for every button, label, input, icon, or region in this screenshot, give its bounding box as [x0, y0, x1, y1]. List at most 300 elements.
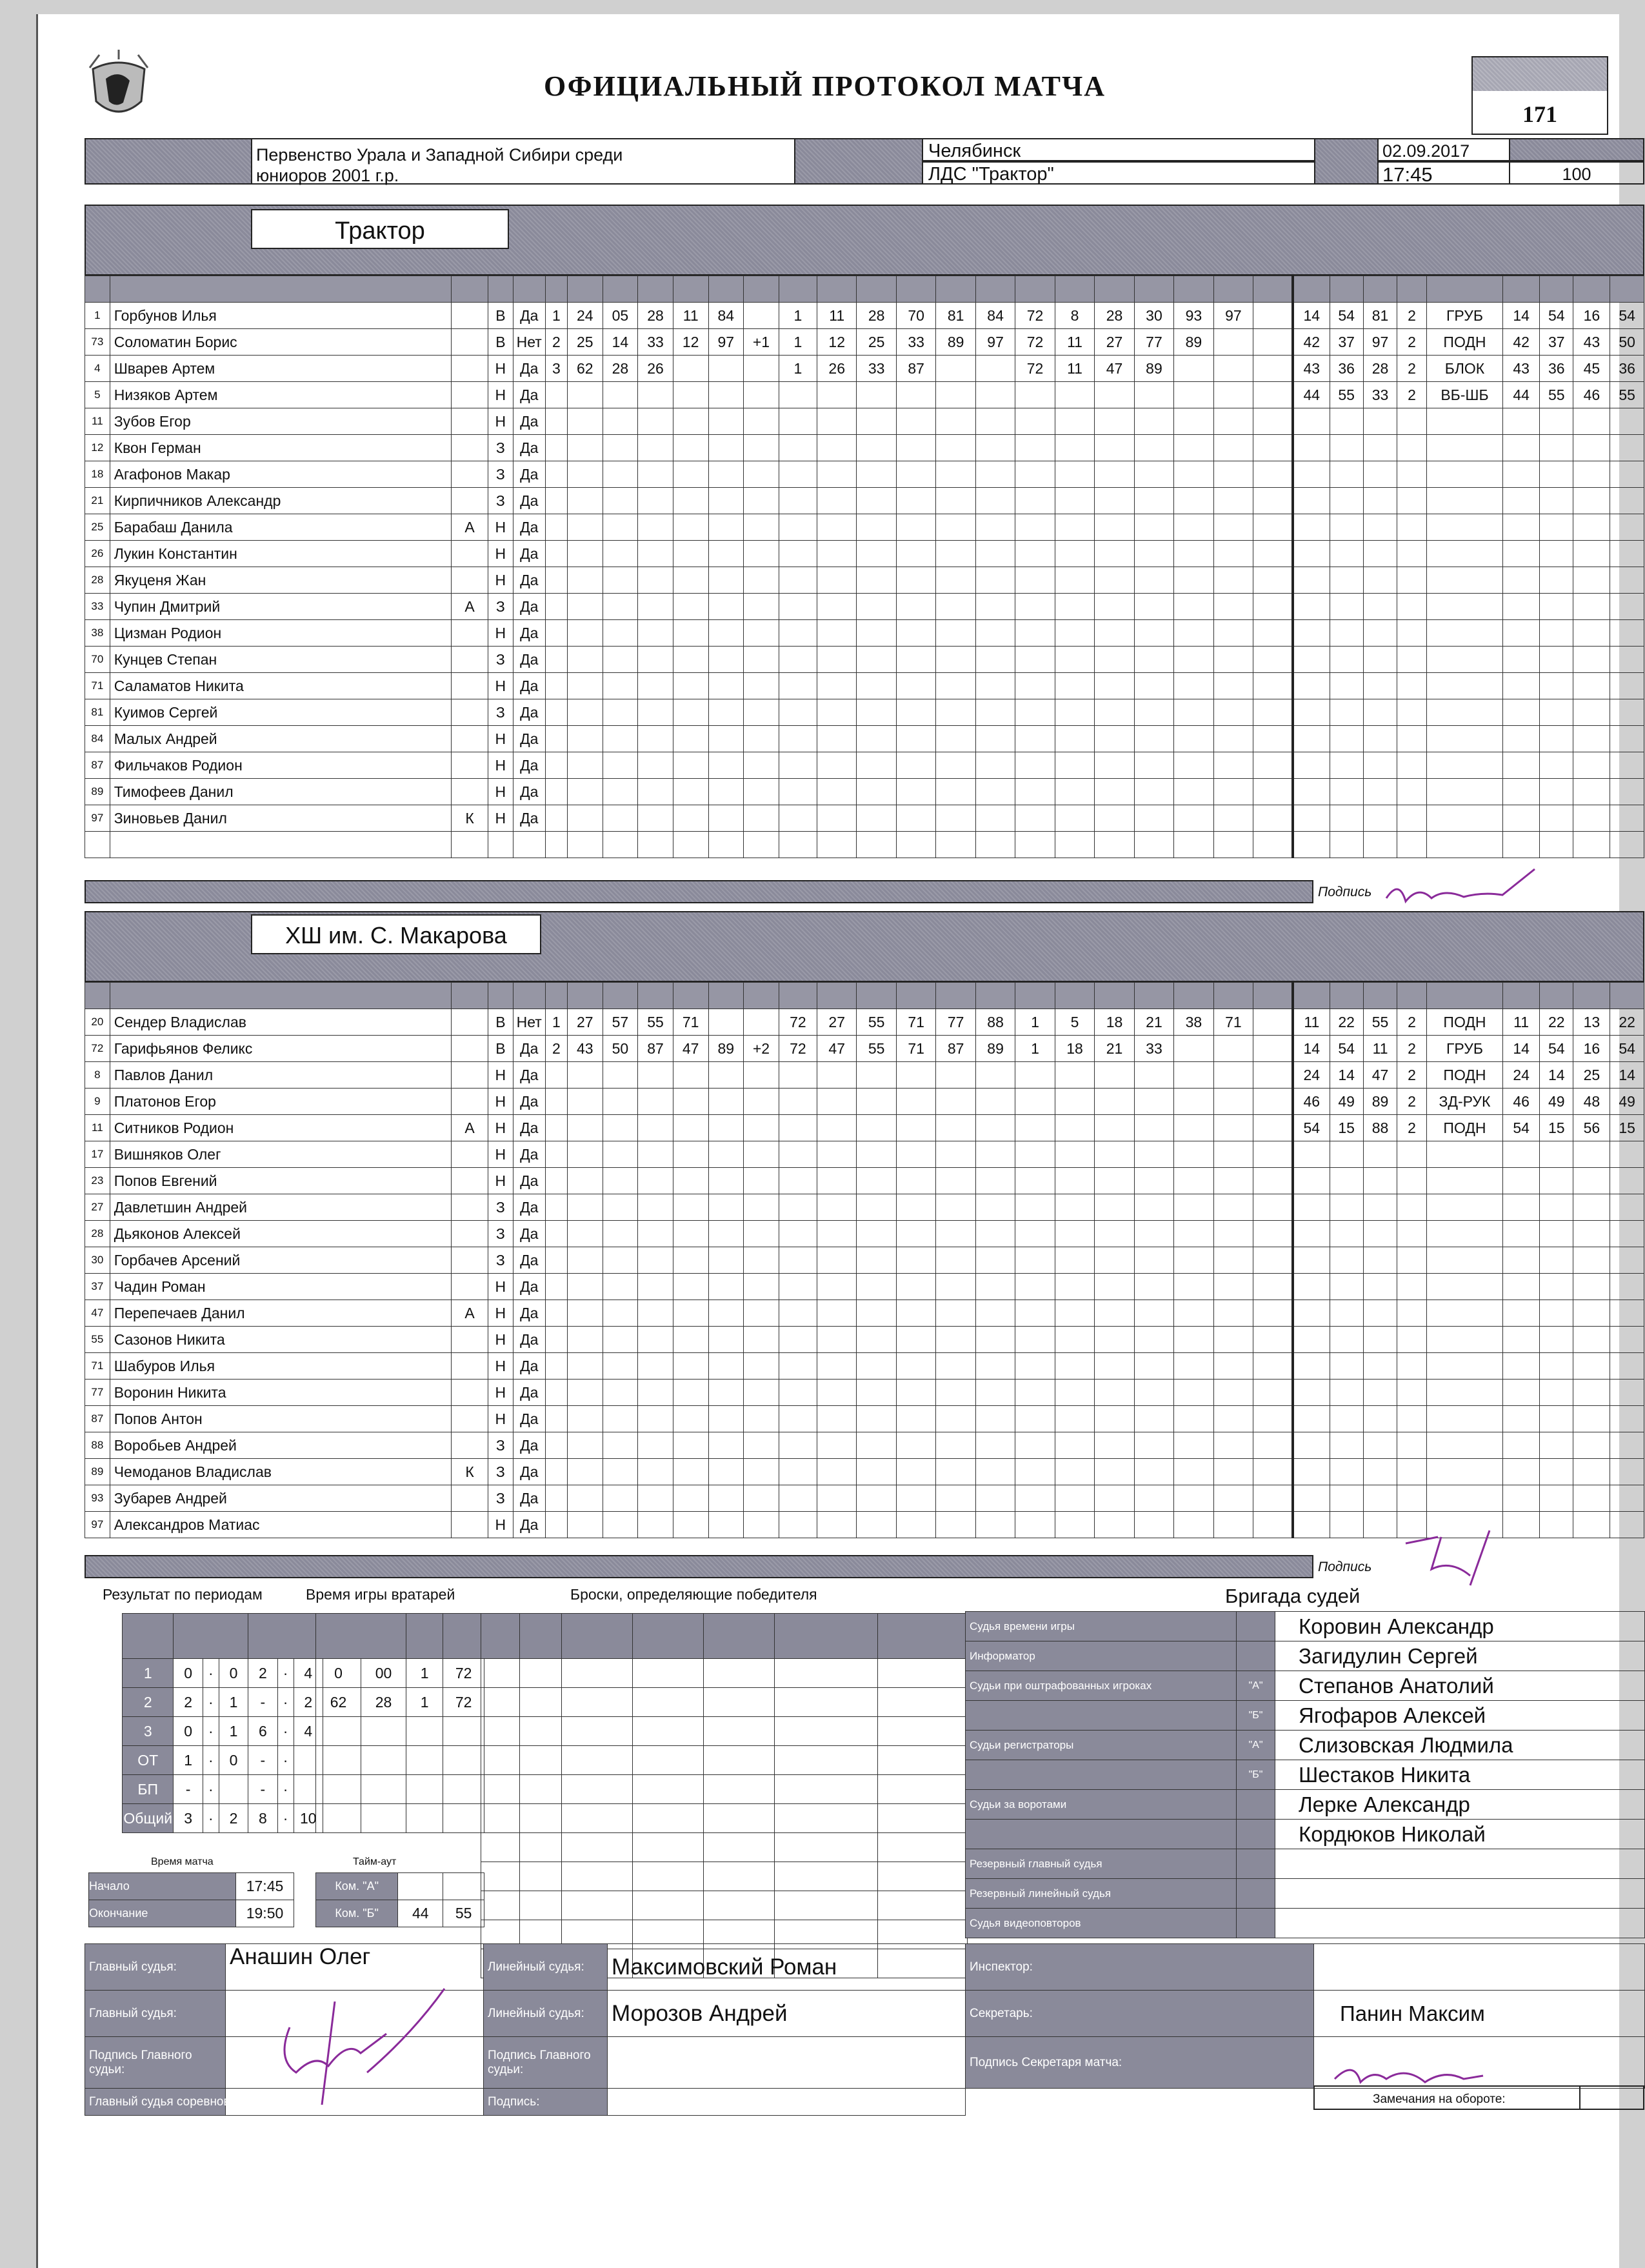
player-plays: Да: [513, 1432, 545, 1459]
shootout-table: [481, 1613, 968, 1978]
period-sep: ·: [277, 1775, 294, 1804]
goal-cell: [567, 620, 603, 647]
goal-cell: [1134, 1327, 1173, 1353]
penalty-cell: 54: [1610, 303, 1644, 329]
player-plays: Да: [513, 1353, 545, 1380]
shootout-cell: [633, 1746, 704, 1775]
penalty-cell: [1330, 1512, 1363, 1538]
table-row: [85, 488, 1644, 514]
table-row: [85, 620, 1644, 647]
goal-cell: [1015, 832, 1055, 858]
player-name: Ситников Родион: [110, 1115, 451, 1141]
penalty-cell: [1540, 1406, 1573, 1432]
shootout-row: [481, 1862, 968, 1891]
player-number: 28: [85, 567, 110, 594]
penalty-cell: [1503, 726, 1540, 752]
goal-cell: [673, 1062, 708, 1089]
column-header: [857, 276, 896, 303]
official-role: Резервный главный судья: [966, 1849, 1237, 1879]
penalty-cell: [1293, 435, 1330, 461]
shootout-cell: [775, 1688, 878, 1717]
goal-cell: 89: [936, 329, 975, 356]
secretary-label: Секретарь:: [966, 1991, 1314, 2037]
penalty-cell: [1426, 726, 1502, 752]
goal-cell: [936, 1141, 975, 1168]
column-header: [248, 1614, 323, 1659]
penalty-cell: [1293, 1406, 1330, 1432]
column-header: [1426, 983, 1502, 1009]
goal-cell: [817, 1274, 856, 1300]
penalty-cell: [1330, 726, 1363, 752]
goal-cell: [673, 1141, 708, 1168]
shootout-cell: [481, 1804, 520, 1833]
shootout-cell: [633, 1717, 704, 1746]
goal-cell: [779, 461, 817, 488]
column-header: [1573, 276, 1610, 303]
goal-cell: 1: [1015, 1009, 1055, 1036]
player-name: Воронин Никита: [110, 1380, 451, 1406]
column-header: [1015, 276, 1055, 303]
goalie-cell: 72: [443, 1688, 484, 1717]
goal-cell: [1134, 1141, 1173, 1168]
goal-cell: [1253, 620, 1293, 647]
goal-cell: [1015, 514, 1055, 541]
goal-cell: [1253, 1327, 1293, 1353]
goal-cell: [779, 382, 817, 408]
goal-cell: [1253, 594, 1293, 620]
goal-cell: [638, 1432, 673, 1459]
player-name: Давлетшин Андрей: [110, 1194, 451, 1221]
penalty-cell: [1363, 1194, 1397, 1221]
column-header: [545, 276, 567, 303]
goal-cell: [603, 1459, 638, 1485]
penalty-cell: 25: [1573, 1062, 1610, 1089]
penalty-cell: [1363, 805, 1397, 832]
goal-cell: [1095, 1221, 1134, 1247]
column-header: [1540, 983, 1573, 1009]
player-name: Куимов Сергей: [110, 699, 451, 726]
penalty-cell: [1397, 647, 1427, 673]
goal-cell: 5: [1055, 1009, 1094, 1036]
goal-cell: [603, 1353, 638, 1380]
goal-cell: [936, 1300, 975, 1327]
goal-cell: 55: [857, 1036, 896, 1062]
penalty-cell: [1426, 832, 1502, 858]
penalty-cell: [1397, 620, 1427, 647]
goal-cell: [744, 1274, 779, 1300]
timeout-b-row: [316, 1900, 484, 1927]
goal-cell: [1134, 1512, 1173, 1538]
goal-cell: [1174, 567, 1213, 594]
goal-cell: [896, 699, 935, 726]
team-b-coaches-bar: [85, 1555, 1313, 1578]
shootout-cell: [520, 1804, 562, 1833]
goal-cell: [1015, 1274, 1055, 1300]
goal-cell: [1095, 567, 1134, 594]
goal-cell: [1095, 726, 1134, 752]
goal-cell: [896, 1247, 935, 1274]
official-name: Лерке Александр: [1275, 1790, 1645, 1820]
penalty-cell: [1503, 805, 1540, 832]
goal-cell: 21: [1095, 1036, 1134, 1062]
period-pim-a: -: [248, 1775, 277, 1804]
goal-cell: [603, 1141, 638, 1168]
goal-row-number: [545, 1512, 567, 1538]
penalty-cell: [1540, 1432, 1573, 1459]
city-field: [922, 138, 1315, 161]
goal-cell: [1174, 1406, 1213, 1432]
periods-header-row: [123, 1614, 323, 1659]
goal-cell: 33: [896, 329, 935, 356]
goal-cell: [857, 1459, 896, 1485]
official-name: Кордюков Николай: [1275, 1820, 1645, 1849]
player-name: Гарифьянов Феликс: [110, 1036, 451, 1062]
goal-cell: [936, 461, 975, 488]
player-plays: Да: [513, 1406, 545, 1432]
penalty-cell: [1426, 1221, 1502, 1247]
shootout-cell: [775, 1862, 878, 1891]
shootout-cell: [520, 1862, 562, 1891]
shootout-cell: [520, 1688, 562, 1717]
period-goals-b: 1: [219, 1717, 248, 1746]
penalty-cell: [1293, 1512, 1330, 1538]
player-number: 5: [85, 382, 110, 408]
goal-cell: [857, 594, 896, 620]
goalie-row: [316, 1804, 484, 1833]
penalty-cell: [1610, 1432, 1644, 1459]
captain-mark: [452, 408, 488, 435]
player-plays: Да: [513, 1247, 545, 1274]
goal-cell: [1213, 699, 1253, 726]
penalty-cell: [1573, 1512, 1610, 1538]
penalty-cell: [1540, 832, 1573, 858]
goal-cell: [1174, 1115, 1213, 1141]
goal-cell: 87: [936, 1036, 975, 1062]
penalty-cell: [1330, 1459, 1363, 1485]
column-header: [878, 1614, 968, 1659]
secretary-name: Панин Максим: [1314, 1991, 1645, 2037]
penalty-cell: [1293, 647, 1330, 673]
player-position: Н: [488, 805, 513, 832]
referee-row: [85, 1991, 966, 2037]
goal-cell: [817, 594, 856, 620]
goal-cell: [708, 1168, 744, 1194]
shootout-cell: [520, 1659, 562, 1688]
goal-cell: [708, 805, 744, 832]
goal-cell: [567, 832, 603, 858]
shootout-cell: [878, 1833, 968, 1862]
goal-cell: [1055, 1247, 1094, 1274]
penalty-cell: [1540, 408, 1573, 435]
period-goals-a: 0: [174, 1659, 203, 1688]
period-goals-b: 2: [219, 1804, 248, 1833]
goal-cell: [1055, 1300, 1094, 1327]
goal-cell: [744, 514, 779, 541]
penalty-cell: [1573, 1194, 1610, 1221]
player-plays: Да: [513, 1036, 545, 1062]
goal-cell: [673, 356, 708, 382]
penalty-cell: 22: [1540, 1009, 1573, 1036]
penalty-cell: [1610, 1274, 1644, 1300]
captain-mark: [452, 1512, 488, 1538]
goal-cell: 21: [1134, 1009, 1173, 1036]
shootout-cell: [704, 1804, 775, 1833]
penalty-cell: [1610, 726, 1644, 752]
penalty-cell: [1540, 488, 1573, 514]
goal-cell: [708, 1327, 744, 1353]
official-side: [1237, 1641, 1275, 1671]
goal-cell: 28: [603, 356, 638, 382]
penalty-cell: [1330, 752, 1363, 779]
goal-cell: [779, 1274, 817, 1300]
goal-cell: [567, 1194, 603, 1221]
goal-cell: [817, 514, 856, 541]
goal-cell: [1095, 805, 1134, 832]
goal-cell: [817, 1221, 856, 1247]
goal-cell: [1134, 1221, 1173, 1247]
player-number: 11: [85, 408, 110, 435]
goal-row-number: [545, 752, 567, 779]
penalty-cell: [1540, 1459, 1573, 1485]
player-plays: Да: [513, 805, 545, 832]
goal-cell: 70: [896, 303, 935, 329]
captain-mark: [452, 1089, 488, 1115]
penalty-cell: [1573, 541, 1610, 567]
shootout-cell: [562, 1862, 633, 1891]
goal-cell: [567, 1353, 603, 1380]
column-header: [708, 983, 744, 1009]
captain-mark: [452, 488, 488, 514]
player-number: [85, 832, 110, 858]
goal-cell: [1174, 488, 1213, 514]
goal-cell: 47: [817, 1036, 856, 1062]
goal-cell: [896, 1432, 935, 1459]
goal-cell: [744, 1459, 779, 1485]
penalty-cell: [1503, 408, 1540, 435]
penalty-cell: [1330, 1194, 1363, 1221]
goal-cell: [603, 1168, 638, 1194]
goal-cell: [708, 1194, 744, 1221]
goalie-cell: [406, 1746, 443, 1775]
period-sep: ·: [277, 1804, 294, 1833]
goal-cell: [1253, 303, 1293, 329]
official-row: [966, 1760, 1645, 1790]
shootout-cell: [481, 1891, 520, 1920]
goal-cell: [1134, 1194, 1173, 1221]
goal-cell: [817, 647, 856, 673]
goal-cell: [779, 514, 817, 541]
goal-cell: [1134, 647, 1173, 673]
goal-cell: [1015, 1247, 1055, 1274]
shootout-cell: [633, 1688, 704, 1717]
goal-row-number: [545, 541, 567, 567]
goal-cell: [1134, 1062, 1173, 1089]
period-sep: ·: [203, 1659, 219, 1688]
penalty-cell: [1330, 1353, 1363, 1380]
player-name: Чадин Роман: [110, 1274, 451, 1300]
penalty-cell: [1540, 594, 1573, 620]
goal-cell: [896, 647, 935, 673]
goal-cell: [673, 541, 708, 567]
goal-cell: [1253, 1432, 1293, 1459]
player-position: Н: [488, 1327, 513, 1353]
penalty-cell: [1610, 1194, 1644, 1221]
goal-cell: [975, 1221, 1015, 1247]
goal-cell: [744, 461, 779, 488]
player-number: 88: [85, 1432, 110, 1459]
goal-cell: [896, 832, 935, 858]
player-plays: Да: [513, 514, 545, 541]
goal-cell: [1015, 541, 1055, 567]
goal-cell: [1174, 1221, 1213, 1247]
goal-cell: +1: [744, 329, 779, 356]
goal-cell: [975, 1141, 1015, 1168]
shootout-cell: [878, 1659, 968, 1688]
column-header: [1363, 983, 1397, 1009]
goal-cell: [779, 779, 817, 805]
goalie-cell: [316, 1717, 361, 1746]
period-goals-b: 0: [219, 1746, 248, 1775]
penalty-cell: [1363, 1221, 1397, 1247]
column-header: [975, 276, 1015, 303]
goal-cell: [1134, 1485, 1173, 1512]
goal-cell: [1213, 752, 1253, 779]
goal-cell: [744, 1512, 779, 1538]
goal-cell: [896, 1512, 935, 1538]
penalty-cell: 88: [1363, 1115, 1397, 1141]
goal-cell: [1095, 1380, 1134, 1406]
player-plays: Да: [513, 303, 545, 329]
column-header: [513, 983, 545, 1009]
player-position: З: [488, 1459, 513, 1485]
column-header: [174, 1614, 248, 1659]
goal-cell: [975, 673, 1015, 699]
goal-cell: 28: [857, 303, 896, 329]
goal-cell: [936, 1353, 975, 1380]
column-header: [545, 983, 567, 1009]
goal-cell: [1174, 647, 1213, 673]
period-goals-a: 1: [174, 1746, 203, 1775]
official-row: [966, 1909, 1645, 1938]
player-number: 97: [85, 1512, 110, 1538]
penalty-cell: [1540, 1327, 1573, 1353]
officials-table: [965, 1611, 1645, 1938]
goal-row-number: [545, 382, 567, 408]
time-field: [1377, 161, 1510, 185]
player-plays: Да: [513, 1512, 545, 1538]
goal-cell: [975, 382, 1015, 408]
goal-cell: [638, 1141, 673, 1168]
shootout-cell: [775, 1746, 878, 1775]
player-plays: Да: [513, 541, 545, 567]
player-position: Н: [488, 356, 513, 382]
goal-cell: [1213, 1062, 1253, 1089]
goal-cell: [857, 1380, 896, 1406]
goal-cell: 89: [1174, 329, 1213, 356]
player-plays: Да: [513, 1380, 545, 1406]
goal-cell: [1015, 1194, 1055, 1221]
goal-cell: [1055, 1406, 1094, 1432]
penalty-cell: [1573, 488, 1610, 514]
goal-cell: 72: [779, 1009, 817, 1036]
goal-cell: 18: [1095, 1009, 1134, 1036]
column-header: [567, 983, 603, 1009]
goal-cell: [1095, 1115, 1134, 1141]
column-header-row: [85, 983, 1644, 1009]
penalty-cell: [1540, 673, 1573, 699]
goal-cell: [975, 1247, 1015, 1274]
penalty-cell: [1363, 488, 1397, 514]
goal-cell: [567, 699, 603, 726]
goal-cell: [744, 752, 779, 779]
goal-cell: [857, 1327, 896, 1353]
official-row: [966, 1849, 1645, 1879]
goal-cell: [1015, 752, 1055, 779]
goal-row-number: [545, 1432, 567, 1459]
goal-cell: [673, 1300, 708, 1327]
team-a-signature-label: Подпись: [1318, 885, 1372, 899]
goal-cell: [1134, 408, 1173, 435]
goal-cell: [779, 1221, 817, 1247]
goal-row-number: [545, 699, 567, 726]
penalty-cell: [1363, 779, 1397, 805]
player-name: Квон Герман: [110, 435, 451, 461]
goal-cell: [1253, 488, 1293, 514]
player-name: Воробьев Андрей: [110, 1432, 451, 1459]
player-number: 93: [85, 1485, 110, 1512]
official-side: [1237, 1909, 1275, 1938]
goal-cell: [673, 594, 708, 620]
column-header: [488, 276, 513, 303]
goal-cell: 87: [896, 356, 935, 382]
goal-cell: [603, 594, 638, 620]
goal-cell: [1095, 752, 1134, 779]
column-header: [85, 983, 110, 1009]
penalty-cell: [1330, 699, 1363, 726]
period-goals-a: 0: [174, 1717, 203, 1746]
official-name: Загидулин Сергей: [1275, 1641, 1645, 1671]
penalty-cell: [1293, 514, 1330, 541]
goal-cell: [936, 1221, 975, 1247]
table-row: [85, 382, 1644, 408]
penalty-cell: [1330, 647, 1363, 673]
column-header: [779, 276, 817, 303]
goal-cell: [779, 1406, 817, 1432]
shootout-cell: [878, 1775, 968, 1804]
player-number: 4: [85, 356, 110, 382]
player-name: Платонов Егор: [110, 1089, 451, 1115]
penalty-cell: [1397, 832, 1427, 858]
goal-cell: [567, 1327, 603, 1353]
goal-cell: [744, 779, 779, 805]
captain-mark: [452, 541, 488, 567]
penalty-cell: [1426, 805, 1502, 832]
goal-cell: [1134, 1353, 1173, 1380]
goal-cell: [779, 567, 817, 594]
goal-cell: [779, 620, 817, 647]
goal-cell: [1253, 356, 1293, 382]
goal-cell: [857, 805, 896, 832]
period-row: [123, 1775, 323, 1804]
goal-cell: [817, 1141, 856, 1168]
goal-cell: [896, 382, 935, 408]
goal-cell: [673, 1459, 708, 1485]
captain-mark: [452, 1274, 488, 1300]
goal-cell: [975, 435, 1015, 461]
shootout-cell: [704, 1775, 775, 1804]
goal-cell: [744, 1089, 779, 1115]
remarks-box: [1313, 2085, 1644, 2110]
